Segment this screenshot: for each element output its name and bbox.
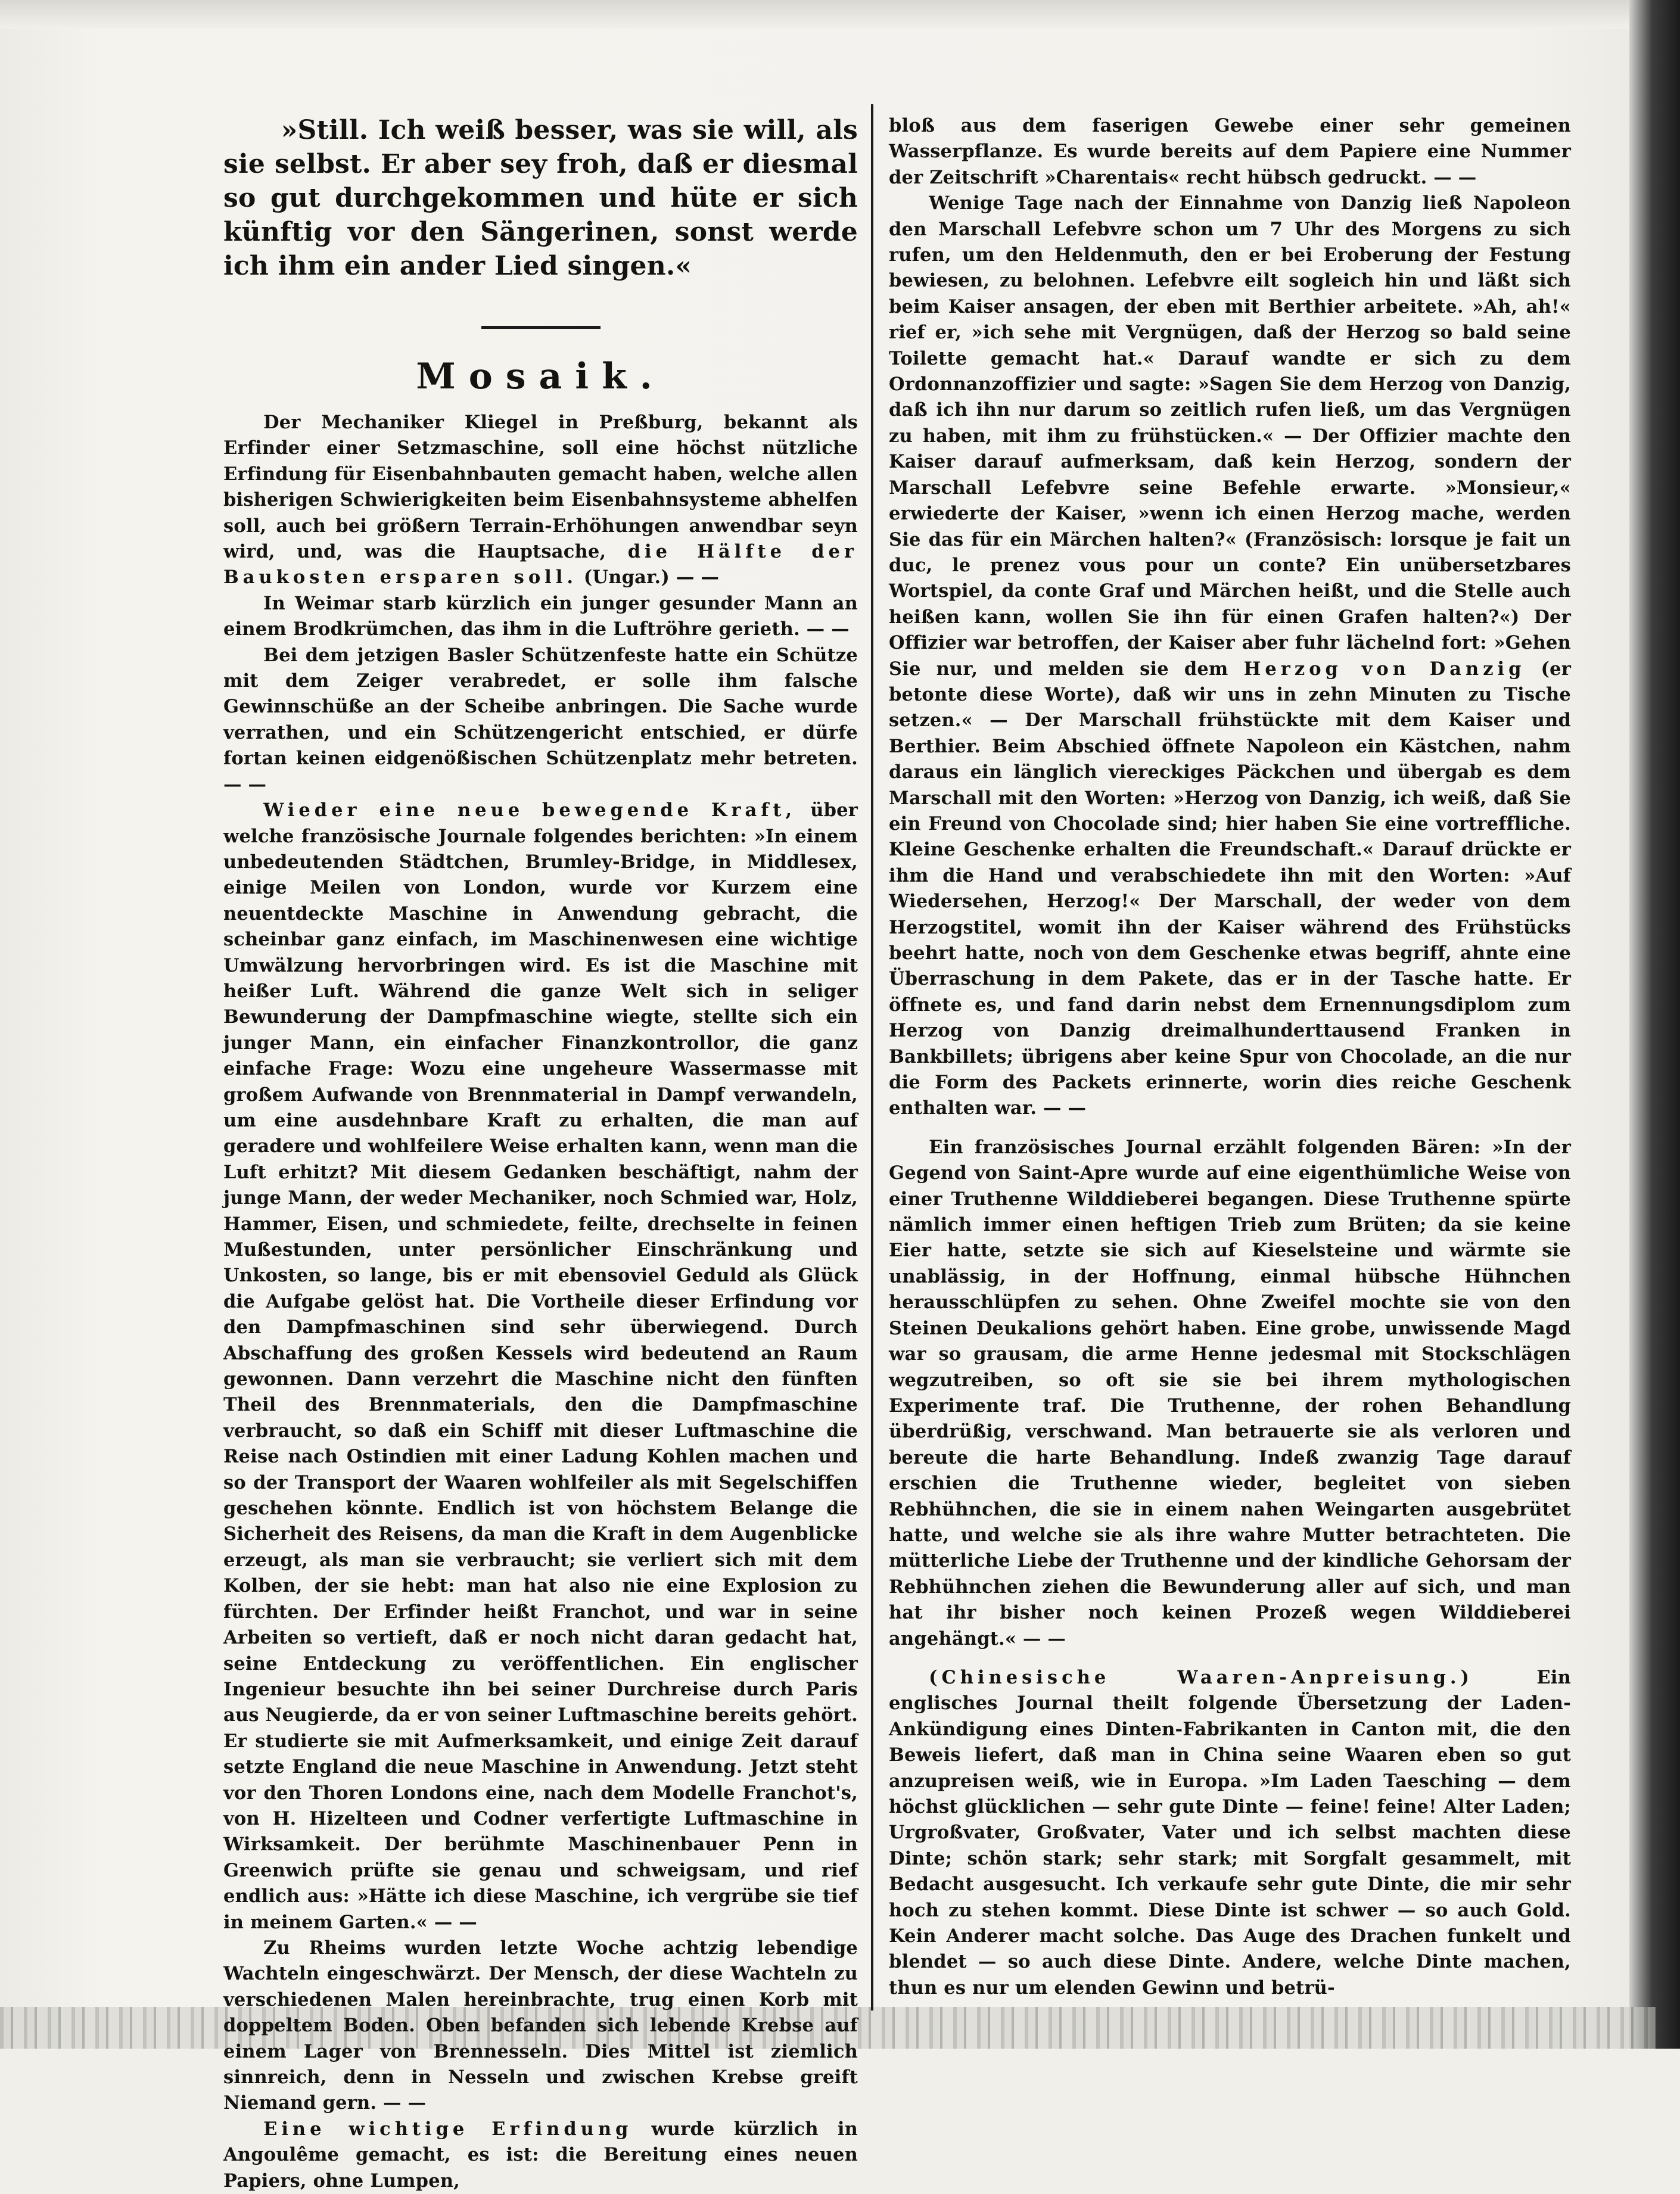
left-column (223, 113, 858, 2194)
right-column (889, 113, 1571, 2001)
article-heat-engine-text: über welche französische Journale folgendes berichten: »In einem unbedeutenden Städtchen, Brumley-Bridge, in Middlesex, einige Meilen von London, wurde vor Kurzem eine neuentdeckte Maschine in Anwendung gebracht, die scheinbar ganz einfach, im Maschinenwesen eine wichtige Umwälzung hervorbringen wird. Es ist die Maschine mit heißer Luft. Während die ganze Welt sich in seliger Bewunderung der Dampfmaschine wiegte, stellte sich ein junger Mann, ein einfacher Finanzkontrollor, die ganz einfache Frage: Wozu eine ungeheure Wassermasse mit großem Aufwande von Brennmaterial in Dampf verwandeln, um eine ausdehnbare Kraft zu erhalten, die man auf geradere und wohlfeilere Weise erhalten kann, wenn man die Luft erhitzt? Mit diesem Gedanken beschäftigt, nahm der junge Mann, der weder Mechaniker, noch Schmied war, Holz, Hammer, Eisen, und schmiedete, feilte, drechselte in feinen Mußestunden, unter persönlicher Einschränkung und Unkosten, so lange, bis er mit ebensoviel Geduld als Glück die Aufgabe gelöst hat. Die Vortheile dieser Erfindung vor den Dampfmaschinen sind sehr überwiegend. Durch Abschaffung des großen Kessels wird bedeutend an Raum gewonnen. Dann verzehrt die Maschine nicht den fünften Theil des Brennmaterials, den die Dampfmaschine verbraucht, so daß ein Schiff mit dieser Luftmaschine die Reise nach Ostindien mit einer Ladung Kohlen machen und so der Transport der Waaren wohlfeiler als mit Segelschiffen geschehen könnte. Endlich ist von höchstem Belange die Sicherheit des Reisens, da man die Kraft in dem Augenblicke erzeugt, als man sie verbraucht; sie verliert sich mit dem Kolben, der sie hebt: man hat also nie eine Explosion zu fürchten. Der Erfinder heißt Franchot, und war in seine Arbeiten so vertieft, daß er noch nicht daran gedacht hat, seine Entdeckung zu veröffentlichen. Ein englischer Ingenieur besuchte ihn bei seiner Durchreise durch Paris aus Neugierde, da er von seiner Luftmaschine bereits gehört. Er studierte sie mit Aufmerksamkeit, und einige Zeit darauf setzte England die neue Maschine in Anwendung. Jetzt steht vor den Thoren Londons eine, nach dem Modelle Franchot's, von H. Hizelteen und Codner verfertigte Luftmaschine in Wirksamkeit. Der berühmte Maschinenbauer Penn in Greenwich prüfte sie genau und schweigsam, und rief endlich aus: »Hätte ich diese Maschine, ich vergrübe sie tief in meinem Garten.« — — (223, 799, 858, 1933)
article-napoleon-emphasis: Herzog von Danzig (1243, 658, 1526, 680)
article-kliegel-source: (Ungar.) — — (583, 567, 720, 589)
article-napoleon-text: Wenige Tage nach der Einnahme von Danzig ließ Napoleon den Marschall Lefebvre schon um 7 Uhr des Morgens zu sich rufen, um den Heldenmuth, den er bei Eroberung der Festung bewiesen, zu belohnen. Lefebvre eilt sogleich hin und läßt sich beim Kaiser ansagen, der eben mit Berthier arbeitete. »Ah, ah!« rief er, »ich sehe mit Vergnügen, daß der Herzog so bald seine Toilette gemacht hat.« Darauf wandte er sich zu dem Ordonnanzoffizier und sagte: »Sagen Sie dem Herzog von Danzig, daß ich ihn nur darum so zeitlich rufen ließ, um das Vergnügen zu haben, mit ihm zu frühstücken.« — Der Offizier machte den Kaiser darauf aufmerksam, daß kein Herzog, sondern der Marschall Lefebvre seine Befehle erwarte. »Monsieur,« erwiederte der Kaiser, »wenn ich einen Herzog mache, werden Sie das für ein Märchen halten?« (Französisch: lorsque je fait un duc, le prenez vous pour un conte? Ein unübersetzbares Wortspiel, da conte Graf und Märchen heißt, und die Stelle auch heißen kann, wollen Sie ihn für einen Grafen halten?«) Der Offizier war betroffen, der Kaiser aber fuhr lächelnd fort: »Gehen Sie nur, und melden sie dem (889, 192, 1571, 680)
article-kliegel (223, 410, 858, 591)
column-divider (871, 104, 873, 2011)
article-basel: Bei dem jetzigen Basler Schützenfeste hatte ein Schütze mit dem Zeiger verabredet, er solle ihm falsche Gewinnschüße an der Scheibe anbringen. Die Sache wurde verrathen, und ein Schützengericht entschied, er dürfe fortan keinen eidgenößischen Schützenplatz mehr betreten. — — (223, 644, 858, 795)
article-weimar: In Weimar starb kürzlich ein junger gesunder Mann an einem Brodkrümchen, das ihm in die Luftröhre gerieth. — — (223, 592, 858, 640)
article-chinese-ink-text: Ein englisches Journal theilt folgende Übersetzung der Laden-Ankündigung eines Dinten-Fabrikanten in Canton mit, die den Beweis liefert, daß man in China seine Waaren eben so gut anzupreisen weiß, wie in Europa. »Im Laden Taesching — dem höchst glücklichen — sehr gute Dinte — feine! feine! Alter Laden; Urgroßvater, Großvater, Vater und ich selbst machten diese Dinte; schön stark; sehr stark; mit Sorgfalt gesammelt, mit Bedacht ausgesucht. Ich verkaufe sehr gute Dinte, die mir sehr hoch zu stehen kommt. Diese Dinte ist schwer — so auch Gold. Kein Anderer macht solche. Das Auge des Drachen funkelt und blendet — so auch diese Dinte. Andere, welche Dinte machen, thun es nur um elenden Gewinn und betrü- (889, 1666, 1571, 1999)
article-napoleon (889, 191, 1571, 1122)
section-divider (481, 326, 601, 329)
article-heat-engine (223, 798, 858, 1935)
story-ending-paragraph: »Still. Ich weiß besser, was sie will, als sie selbst. Er aber sey froh, daß er diesmal so gut durchgekommen und hüte er sich künftig vor den Sängerinen, sonst werde ich ihm ein ander Lied singen.« (223, 115, 858, 281)
section-heading: Mosaik. (416, 356, 665, 397)
article-paper-invention (223, 2117, 858, 2194)
article-paper-title: Eine wichtige Erfindung (263, 2118, 633, 2140)
article-paper-continued: bloß aus dem faserigen Gewebe einer sehr gemeinen Wasserpflanze. Es wurde bereits auf dem Papiere eine Nummer der Zeitschrift »Charentais« recht hübsch gedruckt. — — (889, 115, 1571, 188)
paragraph-gap (889, 1122, 1571, 1135)
article-paper-text: wurde kürzlich in Angoulême gemacht, es ist: die Bereitung eines neuen Papiers, ohne Lumpen, (223, 2118, 858, 2192)
page-binding-edge (1629, 0, 1680, 2049)
article-rheims: Zu Rheims wurden letzte Woche achtzig lebendige Wachteln eingeschwärzt. Der Mensch, der diese Wachteln zu verschiedenen Malen hereinbrachte, trug einen Korb mit doppeltem Boden. Oben befanden sich lebende Krebse auf einem Lager von Brennesseln. Dies Mittel ist ziemlich sinnreich, denn in Nesseln und zwischen Krebse greift Niemand gern. — — (223, 1937, 858, 2114)
article-napoleon-text-end: (er betonte diese Worte), daß wir uns in zehn Minuten zu Tische setzen.« — Der Marschall frühstückte mit dem Kaiser und Berthier. Beim Abschied öffnete Napoleon ein Kästchen, nahm daraus ein länglich viereckiges Päckchen und übergab es dem Marschall mit den Worten: »Herzog von Danzig, ich weiß, daß Sie ein Freund von Chocolade sind; hier haben Sie eine vortreffliche. Kleine Geschenke erhalten die Freundschaft.« Darauf drückte er ihm die Hand und verabschiedete ihn mit den Worten: »Auf Wiedersehen, Herzog!« Der Marschall, der weder von dem Herzogstitel, womit ihn der Kaiser während des Frühstücks beehrt hatte, noch von dem Geschenke etwas begriff, ahnte eine Überraschung in dem Pakete, das er in der Tasche hatte. Er öffnete es, und fand darin nebst dem Ernennungsdiplom zum Herzog von Danzig dreimalhunderttausend Franken in Bankbillets; übrigens aber keine Spur von Chocolade, an die nur die Form des Packets erinnerte, worin dies reiche Geschenk enthalten war. — — (889, 658, 1571, 1119)
article-chinese-ink (889, 1665, 1571, 2001)
article-kliegel-text: Der Mechaniker Kliegel in Preßburg, bekannt als Erfinder einer Setzmaschine, soll eine höchst nützliche Erfindung für Eisenbahnbauten gemacht haben, welche allen bisherigen Schwierigkeiten beim Eisenbahnsysteme abhelfen soll, auch bei größern Terrain-Erhöhungen anwendbar seyn wird, und, was die Hauptsache, (223, 412, 858, 563)
article-turkey-hen: Ein französisches Journal erzählt folgenden Bären: »In der Gegend von Saint-Apre wurde auf eine eigenthümliche Weise von einer Truthenne Wilddieberei begangen. Diese Truthenne spürte nämlich immer einen heftigen Trieb zum Brüten; da sie keine Eier hatte, setzte sie sich auf Kieselsteine und wärmte sie unablässig, in der Hoffnung, einmal hübsche Hühnchen herausschlüpfen zu sehen. Ohne Zweifel mochte sie von den Steinen Deukalions gehört haben. Eine grobe, unwissende Magd war so grausam, die arme Henne jedesmal mit Stockschlägen wegzutreiben, so oft sie sie bei ihrem mythologischen Experimente traf. Die Truthenne, der rohen Behandlung überdrüßig, verschwand. Man betrauerte sie als verloren und bereute die harte Behandlung. Indeß zwanzig Tage darauf erschien die Truthenne wieder, begleitet von sieben Rebhühnchen, die sie in einem nahen Weingarten ausgebrütet hatte, und welche sie als ihre wahre Mutter betrachteten. Die mütterliche Liebe der Truthenne und der kindliche Gehorsam der Rebhühnchen ziehen die Bewunderung aller auf sich, und man hat ihr bisher noch keinen Prozeß wegen Wilddieberei angehängt.« — — (889, 1136, 1571, 1650)
article-chinese-ink-title: (Chinesische Waaren-Anpreisung.) (929, 1666, 1473, 1688)
article-heat-engine-title: Wieder eine neue bewegende Kraft, (263, 799, 797, 821)
article-kliegel-emphasis: die Hälfte der Baukosten ersparen soll. (223, 541, 858, 589)
page-top-edge (0, 0, 1656, 29)
paragraph-gap (889, 1652, 1571, 1665)
